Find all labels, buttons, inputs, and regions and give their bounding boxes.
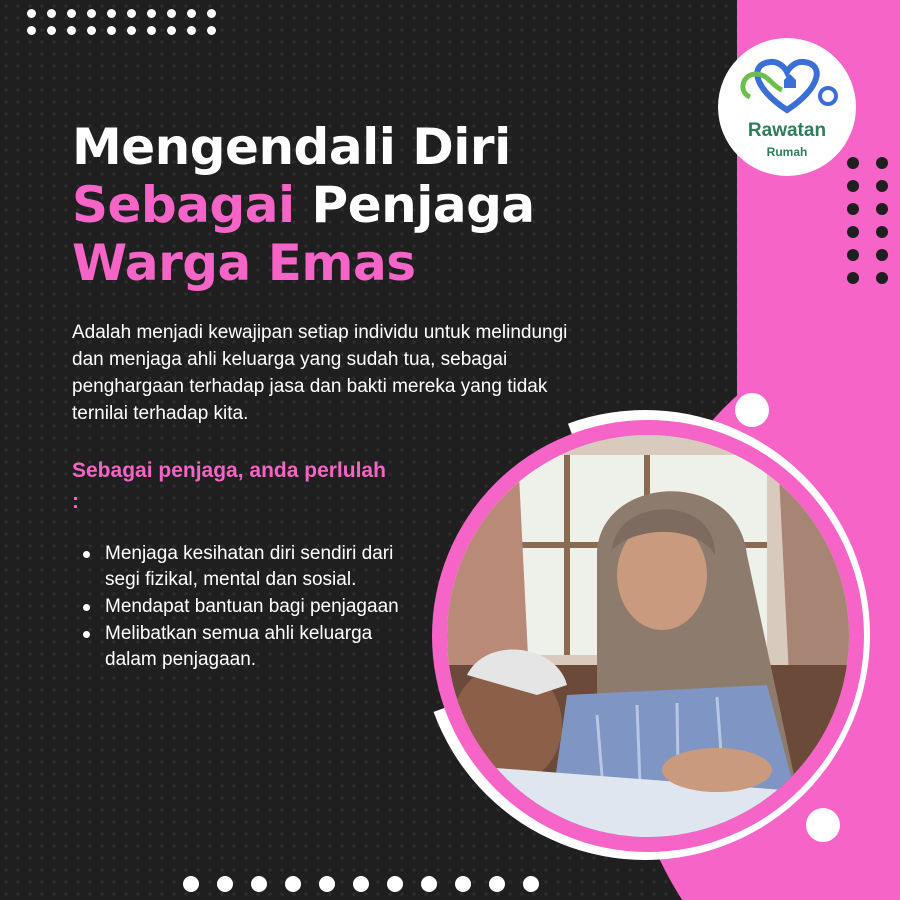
decorative-dot-grid	[847, 157, 891, 284]
logo-word-rawatan: Rawatan	[747, 120, 827, 141]
decorative-dot-row-bottom	[183, 876, 539, 892]
list-item: Mendapat bantuan bagi penjagaan	[80, 594, 410, 620]
caregiver-tips-list	[80, 541, 410, 674]
title-line-1: Mengendali Diri	[72, 118, 511, 176]
decorative-dot-row-top-2	[27, 26, 216, 35]
list-item: Menjaga kesihatan diri sendiri dari segi fizikal, mental dan sosial.	[80, 541, 410, 593]
poster-title	[72, 118, 535, 292]
title-line-2-pink: Sebagai	[72, 176, 295, 234]
rawatan-rumah-logo	[718, 38, 856, 176]
intro-paragraph: Adalah menjadi kewajipan setiap individu untuk melindungi dan menjaga ahli keluarga yang sudah tua, sebagai penghargaan terhadap jasa dan bakti mereka yang tidak ternilai terhadap kita.	[72, 322, 568, 424]
title-line-3: Warga Emas	[72, 234, 416, 292]
caregiver-photo	[447, 435, 849, 837]
decorative-white-circle-bottom	[806, 808, 840, 842]
title-line-2-white: Penjaga	[311, 176, 535, 234]
caregiver-photo-illustration	[447, 435, 849, 837]
decorative-white-circle-top	[735, 393, 769, 427]
decorative-dot-row-top	[27, 9, 216, 18]
list-item: Melibatkan semua ahli keluarga dalam penjagaan.	[80, 621, 410, 673]
caregiver-subheading: Sebagai penjaga, anda perlulah :	[72, 459, 386, 513]
heart-stethoscope-icon	[732, 52, 842, 122]
logo-word-rumah: Rumah	[766, 145, 808, 159]
